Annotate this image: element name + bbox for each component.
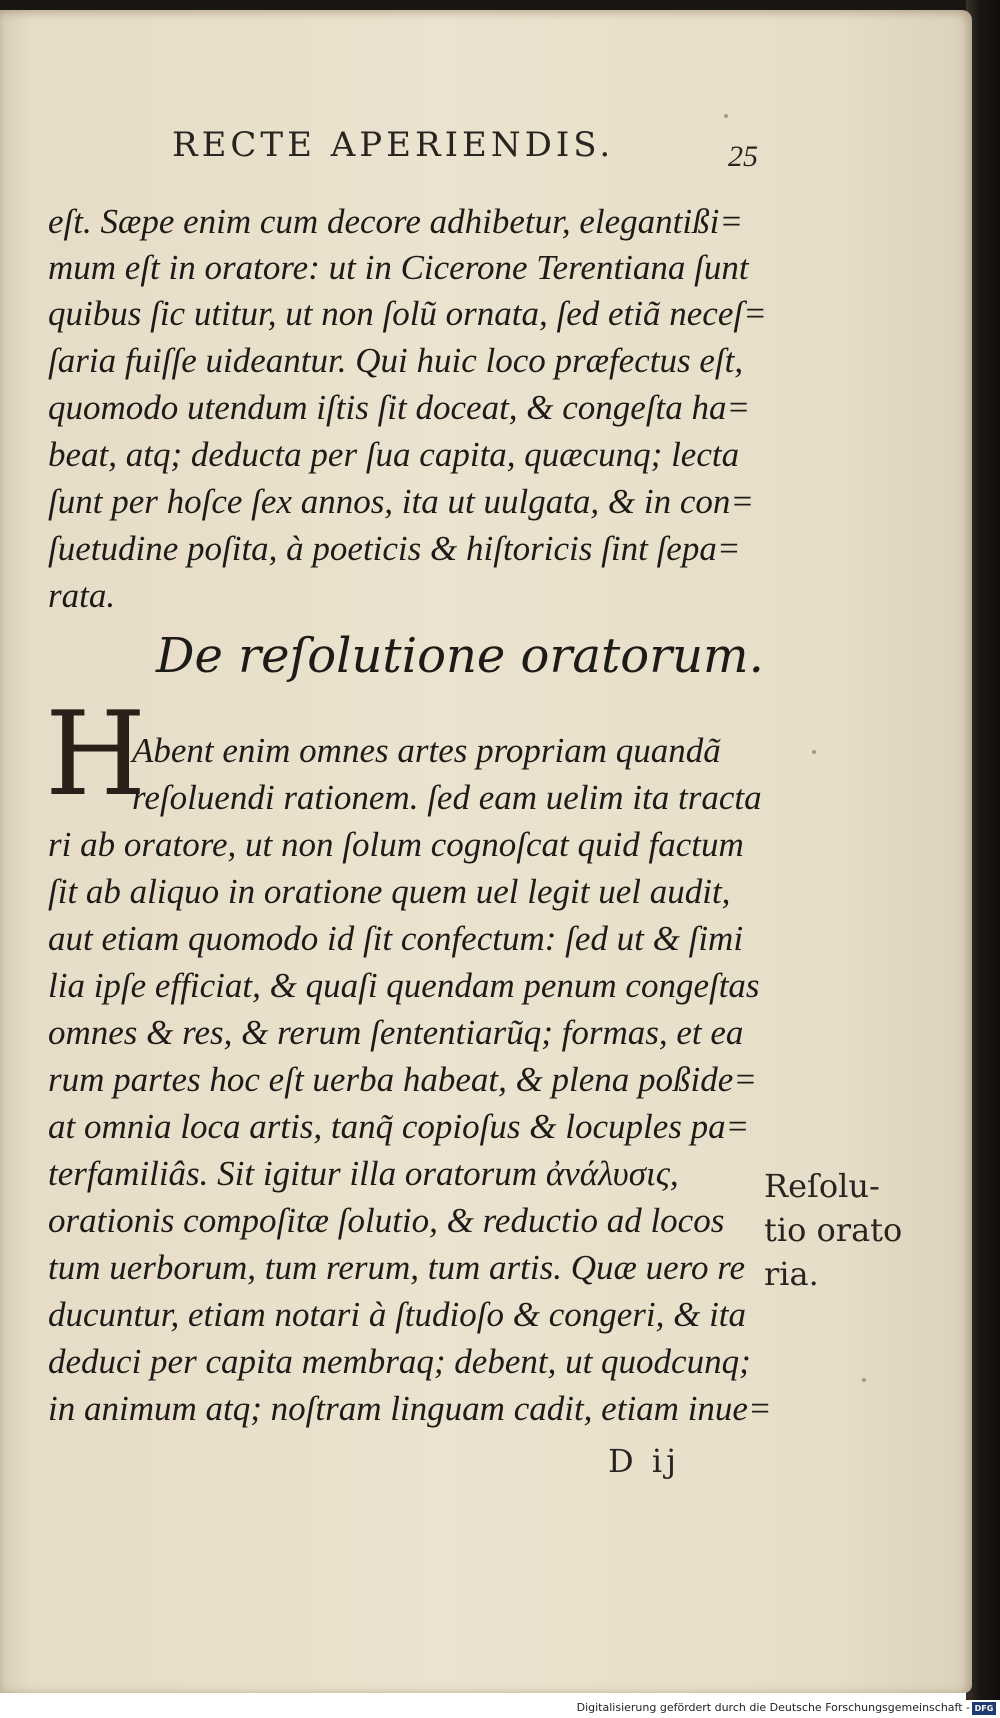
text-line: reſoluendi rationem. ſed eam uelim ita tracta [132,778,762,817]
page-number: 25 [728,140,758,173]
marginal-note-line: ria. [764,1255,819,1293]
text-line: beat, atq; deducta per ſua capita, quæcunq; lecta [48,435,740,474]
text-line: rum partes hoc eſt uerba habeat, & plena poßide= [48,1060,757,1099]
marginal-note-line: Reſolu- [764,1167,880,1205]
text-line: terfamiliâs. Sit igitur illa oratorum ἀνάλυσις, [48,1154,679,1193]
text-line: ſaria fuiſſe uideantur. Qui huic loco præfectus eſt, [48,341,744,380]
text-line: quibus ſic utitur, ut non ſolũ ornata, ſed etiã neceſ= [48,294,767,333]
text-line: rata. [48,576,116,615]
text-line: ſit ab aliquo in oratione quem uel legit uel audit, [48,872,731,911]
text-line: lia ipſe efficiat, & quaſi quendam penum congeſtas [48,966,760,1005]
text-line: ri ab oratore, ut non ſolum cognoſcat quid factum [48,825,744,864]
marginal-note-line: tio orato [764,1211,903,1249]
text-line: omnes & res, & rerum ſententiarũq; formas, et ea [48,1013,744,1052]
text-line: ſunt per hoſce ſex annos, ita ut uulgata, & in con= [48,482,755,521]
text-line: in animum atq; noſtram linguam cadit, etiam inue= [48,1389,772,1428]
text-line: mum eſt in oratore: ut in Cicerone Terentiana ſunt [48,248,749,287]
text-line: orationis compoſitæ ſolutio, & reductio ad locos [48,1201,725,1240]
paper-speck [812,750,816,754]
paper-speck [724,114,728,118]
footer-credit: Digitalisierung gefördert durch die Deutsche Forschungsgemeinschaft - [576,1701,970,1714]
paper-speck [862,1378,866,1382]
text-line: at omnia loca artis, tanq̃ copioſus & locuples pa= [48,1107,750,1146]
text-line: aut etiam quomodo id ſit confectum: ſed ut & ſimi [48,919,744,958]
text-line: Abent enim omnes artes propriam quandã [132,731,721,770]
text-line: ſuetudine poſita, à poeticis & hiſtoricis ſint ſepa= [48,529,741,568]
section-heading: De reſolutione oratorum. [156,628,764,684]
text-line: quomodo utendum iſtis ſit doceat, & congeſta ha= [48,388,751,427]
text-line: ducuntur, etiam notari à ſtudioſo & congeri, & ita [48,1295,747,1334]
text-line: tum uerborum, tum rerum, tum artis. Quæ uero re [48,1248,746,1287]
text-line: eſt. Sæpe enim cum decore adhibetur, elegantißi= [48,202,743,241]
signature-mark: D ij [608,1442,680,1480]
text-line: deduci per capita membraq; debent, ut quodcunq; [48,1342,751,1381]
dfg-logo: DFG [972,1702,996,1715]
running-head: RECTE APERIENDIS. [172,125,615,165]
drop-cap: H [45,687,147,822]
marginal-note [764,1164,902,1296]
